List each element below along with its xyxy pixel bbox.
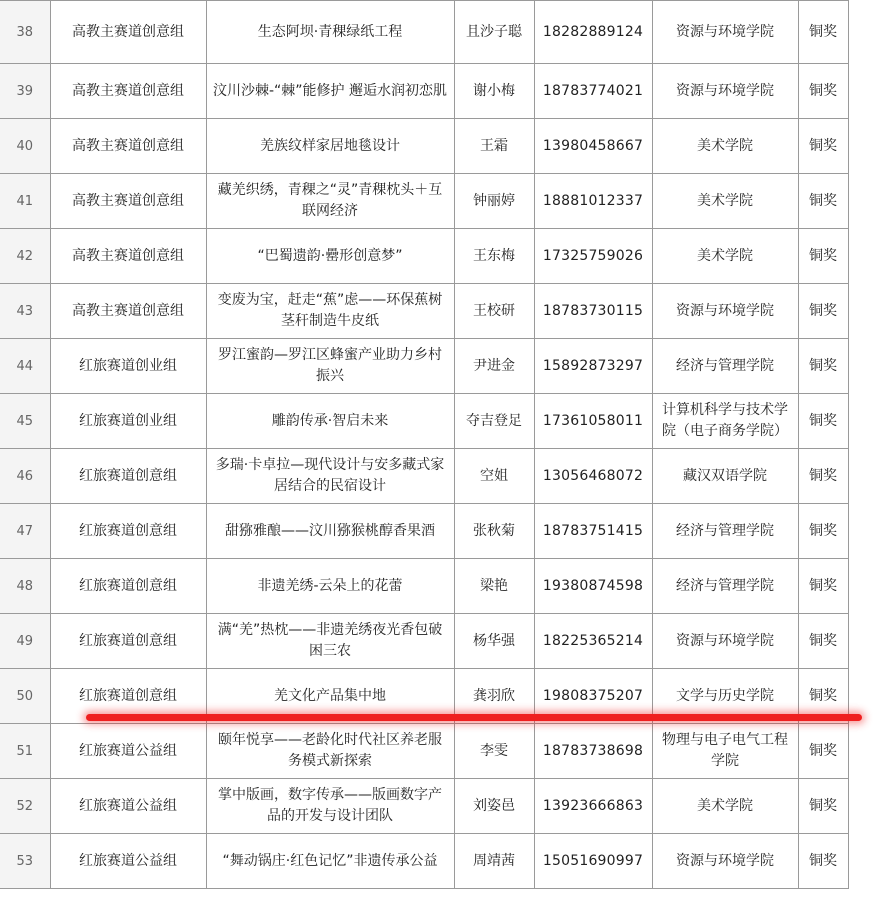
number-cell: 42 xyxy=(0,229,50,284)
project-cell: 羌族纹样家居地毯设计 xyxy=(206,119,454,174)
phone-cell: 18783730115 xyxy=(534,284,652,339)
number-cell: 39 xyxy=(0,64,50,119)
phone-cell: 19380874598 xyxy=(534,559,652,614)
table-row xyxy=(0,559,848,614)
leader-cell: 谢小梅 xyxy=(454,64,534,119)
track-cell: 高教主赛道创意组 xyxy=(50,119,206,174)
college-cell: 经济与管理学院 xyxy=(652,559,798,614)
track-cell: 高教主赛道创意组 xyxy=(50,1,206,64)
phone-cell: 18881012337 xyxy=(534,174,652,229)
table-row xyxy=(0,174,848,229)
phone-cell: 18282889124 xyxy=(534,1,652,64)
award-table-body xyxy=(0,1,848,889)
phone-cell: 18783738698 xyxy=(534,724,652,779)
leader-cell: 尹进金 xyxy=(454,339,534,394)
college-cell: 资源与环境学院 xyxy=(652,284,798,339)
college-cell: 美术学院 xyxy=(652,119,798,174)
project-cell: 罗江蜜韵—罗江区蜂蜜产业助力乡村振兴 xyxy=(206,339,454,394)
track-cell: 红旅赛道创意组 xyxy=(50,449,206,504)
leader-cell: 王霜 xyxy=(454,119,534,174)
award-cell: 铜奖 xyxy=(798,174,848,229)
track-cell: 高教主赛道创意组 xyxy=(50,174,206,229)
award-cell: 铜奖 xyxy=(798,779,848,834)
track-cell: 红旅赛道公益组 xyxy=(50,834,206,889)
award-cell: 铜奖 xyxy=(798,504,848,559)
college-cell: 美术学院 xyxy=(652,174,798,229)
number-cell: 38 xyxy=(0,1,50,64)
leader-cell: 且沙子聪 xyxy=(454,1,534,64)
number-cell: 51 xyxy=(0,724,50,779)
number-cell: 49 xyxy=(0,614,50,669)
award-cell: 铜奖 xyxy=(798,119,848,174)
phone-cell: 19808375207 xyxy=(534,669,652,724)
table-row xyxy=(0,119,848,174)
table-row xyxy=(0,64,848,119)
table-row xyxy=(0,1,848,64)
award-cell: 铜奖 xyxy=(798,834,848,889)
phone-cell: 15051690997 xyxy=(534,834,652,889)
phone-cell: 18225365214 xyxy=(534,614,652,669)
project-cell: “舞动锅庄·红色记忆”非遗传承公益 xyxy=(206,834,454,889)
college-cell: 物理与电子电气工程学院 xyxy=(652,724,798,779)
track-cell: 红旅赛道创意组 xyxy=(50,504,206,559)
phone-cell: 17361058011 xyxy=(534,394,652,449)
college-cell: 美术学院 xyxy=(652,779,798,834)
track-cell: 高教主赛道创意组 xyxy=(50,284,206,339)
leader-cell: 龚羽欣 xyxy=(454,669,534,724)
project-cell: 变废为宝，赶走“蕉”虑——环保蕉树茎秆制造牛皮纸 xyxy=(206,284,454,339)
award-cell: 铜奖 xyxy=(798,229,848,284)
award-cell: 铜奖 xyxy=(798,394,848,449)
project-cell: 雕韵传承·智启未来 xyxy=(206,394,454,449)
award-cell: 铜奖 xyxy=(798,449,848,504)
phone-cell: 13056468072 xyxy=(534,449,652,504)
number-cell: 46 xyxy=(0,449,50,504)
project-cell: 生态阿坝·青稞绿纸工程 xyxy=(206,1,454,64)
college-cell: 资源与环境学院 xyxy=(652,834,798,889)
award-cell: 铜奖 xyxy=(798,669,848,724)
award-cell: 铜奖 xyxy=(798,559,848,614)
project-cell: 汶川沙棘-“棘”能修护 邂逅水润初恋肌 xyxy=(206,64,454,119)
phone-cell: 13923666863 xyxy=(534,779,652,834)
leader-cell: 梁艳 xyxy=(454,559,534,614)
track-cell: 红旅赛道创业组 xyxy=(50,394,206,449)
college-cell: 资源与环境学院 xyxy=(652,64,798,119)
track-cell: 红旅赛道创意组 xyxy=(50,614,206,669)
table-row xyxy=(0,614,848,669)
table-row xyxy=(0,724,848,779)
project-cell: 满“羌”热枕——非遗羌绣夜光香包破困三农 xyxy=(206,614,454,669)
number-cell: 43 xyxy=(0,284,50,339)
college-cell: 经济与管理学院 xyxy=(652,339,798,394)
red-highlight-stroke xyxy=(86,714,862,721)
table-row xyxy=(0,284,848,339)
phone-cell: 17325759026 xyxy=(534,229,652,284)
award-cell: 铜奖 xyxy=(798,724,848,779)
number-cell: 44 xyxy=(0,339,50,394)
leader-cell: 王东梅 xyxy=(454,229,534,284)
number-cell: 41 xyxy=(0,174,50,229)
college-cell: 美术学院 xyxy=(652,229,798,284)
project-cell: 多瑞·卡卓拉—现代设计与安多藏式家居结合的民宿设计 xyxy=(206,449,454,504)
project-cell: 羌文化产品集中地 xyxy=(206,669,454,724)
project-cell: 非遗羌绣-云朵上的花蕾 xyxy=(206,559,454,614)
college-cell: 文学与历史学院 xyxy=(652,669,798,724)
track-cell: 红旅赛道公益组 xyxy=(50,779,206,834)
leader-cell: 李雯 xyxy=(454,724,534,779)
award-cell: 铜奖 xyxy=(798,339,848,394)
leader-cell: 夺吉登足 xyxy=(454,394,534,449)
college-cell: 计算机科学与技术学院（电子商务学院） xyxy=(652,394,798,449)
track-cell: 高教主赛道创意组 xyxy=(50,229,206,284)
project-cell: 颐年悦享——老龄化时代社区养老服务模式新探索 xyxy=(206,724,454,779)
table-row xyxy=(0,779,848,834)
leader-cell: 空姐 xyxy=(454,449,534,504)
track-cell: 高教主赛道创意组 xyxy=(50,64,206,119)
track-cell: 红旅赛道创业组 xyxy=(50,339,206,394)
track-cell: 红旅赛道创意组 xyxy=(50,669,206,724)
track-cell: 红旅赛道公益组 xyxy=(50,724,206,779)
award-cell: 铜奖 xyxy=(798,284,848,339)
project-cell: 藏羌织绣，青稞之“灵”青稞枕头＋互联网经济 xyxy=(206,174,454,229)
table-row xyxy=(0,449,848,504)
number-cell: 52 xyxy=(0,779,50,834)
number-cell: 48 xyxy=(0,559,50,614)
project-cell: 甜猕雅酿——汶川猕猴桃醇香果酒 xyxy=(206,504,454,559)
leader-cell: 刘姿邑 xyxy=(454,779,534,834)
leader-cell: 张秋菊 xyxy=(454,504,534,559)
college-cell: 经济与管理学院 xyxy=(652,504,798,559)
phone-cell: 18783774021 xyxy=(534,64,652,119)
leader-cell: 王校研 xyxy=(454,284,534,339)
leader-cell: 钟丽婷 xyxy=(454,174,534,229)
project-cell: “巴蜀遗韵·罍形创意梦” xyxy=(206,229,454,284)
number-cell: 53 xyxy=(0,834,50,889)
table-row xyxy=(0,504,848,559)
award-cell: 铜奖 xyxy=(798,64,848,119)
leader-cell: 杨华强 xyxy=(454,614,534,669)
award-cell: 铜奖 xyxy=(798,614,848,669)
number-cell: 45 xyxy=(0,394,50,449)
table-row xyxy=(0,394,848,449)
phone-cell: 13980458667 xyxy=(534,119,652,174)
number-cell: 40 xyxy=(0,119,50,174)
college-cell: 藏汉双语学院 xyxy=(652,449,798,504)
college-cell: 资源与环境学院 xyxy=(652,614,798,669)
project-cell: 掌中版画，数字传承——版画数字产品的开发与设计团队 xyxy=(206,779,454,834)
award-cell: 铜奖 xyxy=(798,1,848,64)
track-cell: 红旅赛道创意组 xyxy=(50,559,206,614)
table-row xyxy=(0,339,848,394)
number-cell: 50 xyxy=(0,669,50,724)
leader-cell: 周靖茜 xyxy=(454,834,534,889)
table-row xyxy=(0,834,848,889)
phone-cell: 15892873297 xyxy=(534,339,652,394)
college-cell: 资源与环境学院 xyxy=(652,1,798,64)
number-cell: 47 xyxy=(0,504,50,559)
table-row xyxy=(0,229,848,284)
phone-cell: 18783751415 xyxy=(534,504,652,559)
